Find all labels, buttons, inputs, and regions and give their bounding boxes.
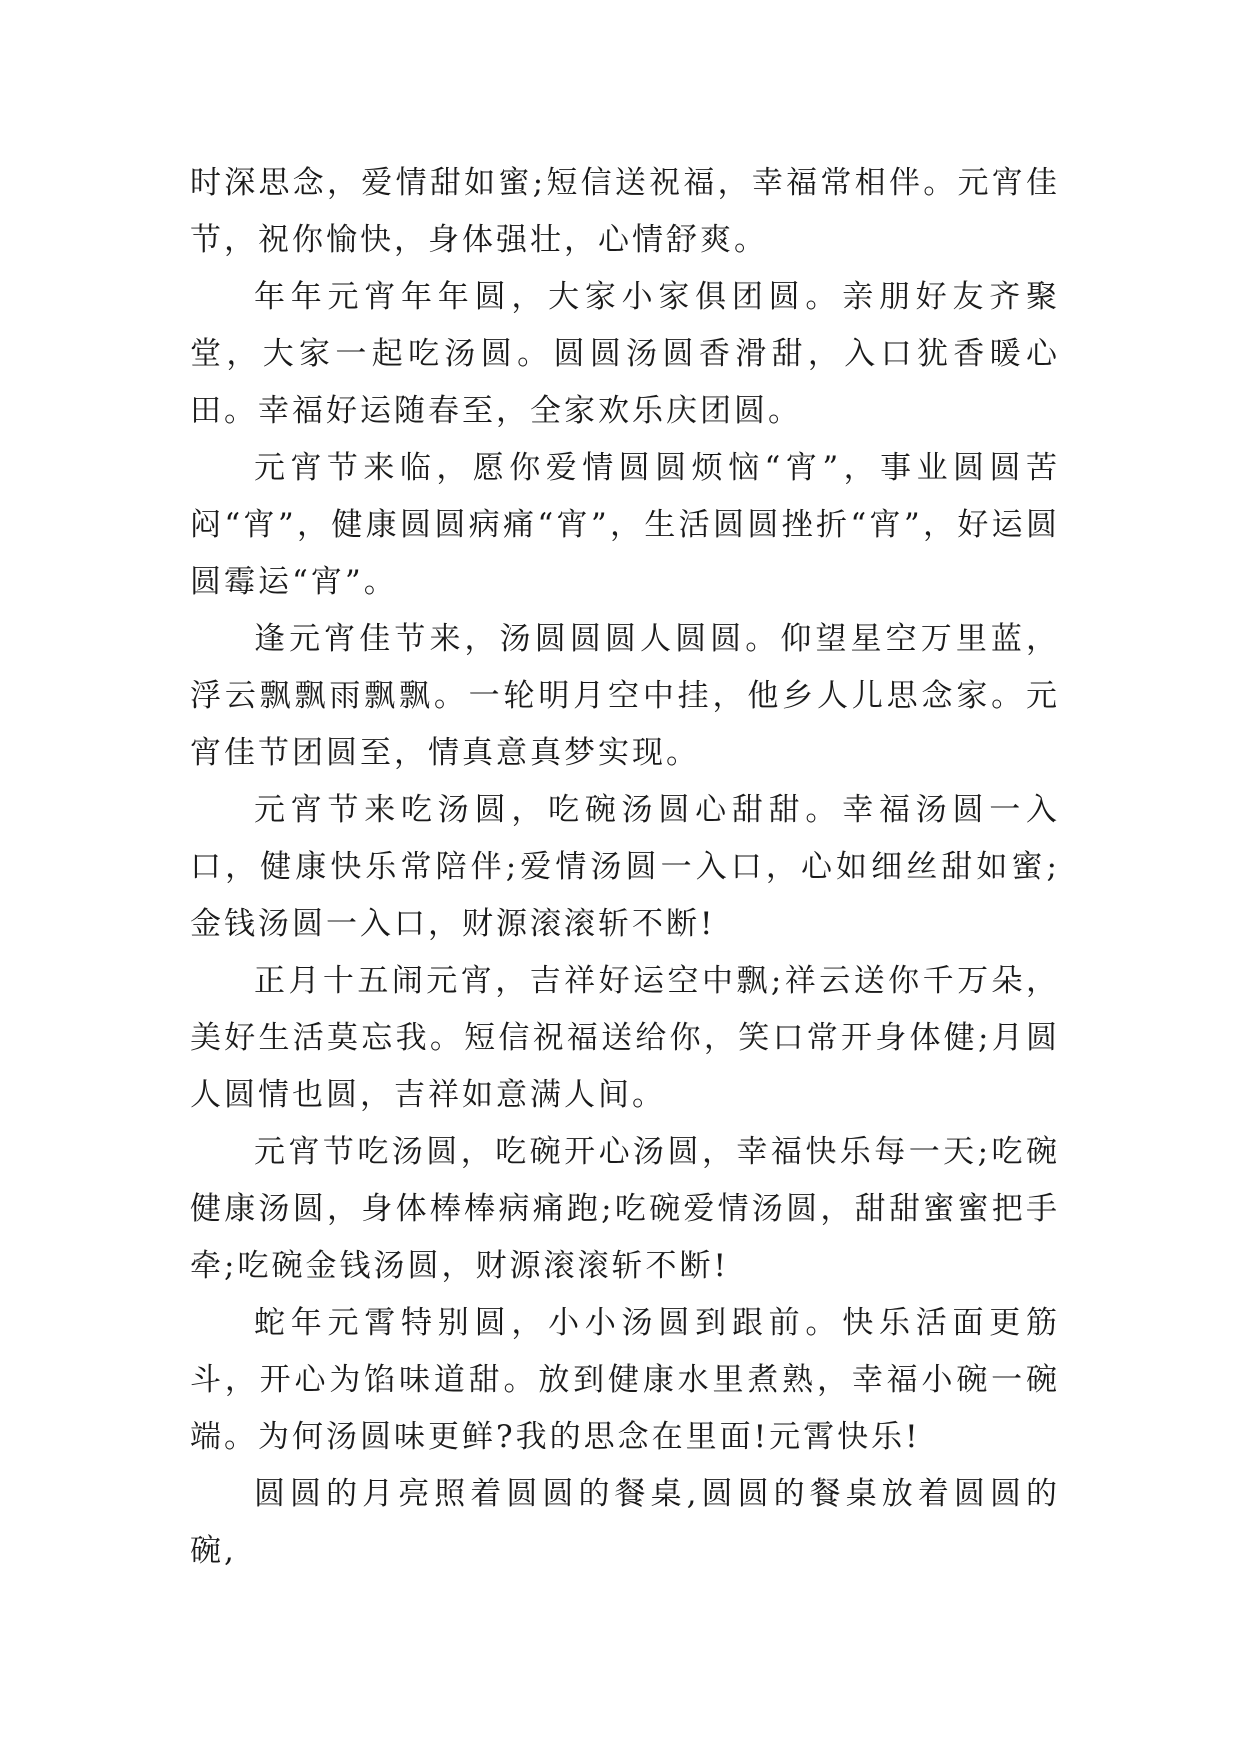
paragraph: 正月十五闹元宵，吉祥好运空中飘;祥云送你千万朵，美好生活莫忘我。短信祝福送给你，笑口常开身体健;月圆人圆情也圆，吉祥如意满人间。 <box>190 963 1060 1113</box>
document-body <box>190 155 1060 1580</box>
paragraph: 元宵节来吃汤圆，吃碗汤圆心甜甜。幸福汤圆一入口，健康快乐常陪伴;爱情汤圆一入口，心如细丝甜如蜜;金钱汤圆一入口，财源滚滚斩不断! <box>190 792 1060 942</box>
paragraph: 年年元宵年年圆，大家小家俱团圆。亲朋好友齐聚堂，大家一起吃汤圆。圆圆汤圆香滑甜，入口犹香暖心田。幸福好运随春至，全家欢乐庆团圆。 <box>190 279 1060 429</box>
paragraph: 元宵节吃汤圆，吃碗开心汤圆，幸福快乐每一天;吃碗健康汤圆，身体棒棒病痛跑;吃碗爱情汤圆，甜甜蜜蜜把手牵;吃碗金钱汤圆，财源滚滚斩不断! <box>190 1134 1060 1284</box>
paragraph: 元宵节来临，愿你爱情圆圆烦恼“宵”，事业圆圆苦闷“宵”，健康圆圆病痛“宵”，生活圆圆挫折“宵”，好运圆圆霉运“宵”。 <box>190 450 1060 600</box>
paragraph: 蛇年元霄特别圆，小小汤圆到跟前。快乐活面更筋斗，开心为馅味道甜。放到健康水里煮熟，幸福小碗一碗端。为何汤圆味更鲜?我的思念在里面!元霄快乐! <box>190 1305 1060 1455</box>
paragraph: 圆圆的月亮照着圆圆的餐桌,圆圆的餐桌放着圆圆的碗, <box>190 1476 1060 1569</box>
paragraph: 逢元宵佳节来，汤圆圆圆人圆圆。仰望星空万里蓝，浮云飘飘雨飘飘。一轮明月空中挂，他乡人儿思念家。元宵佳节团圆至，情真意真梦实现。 <box>190 621 1060 771</box>
paragraph-continuation: 时深思念，爱情甜如蜜;短信送祝福，幸福常相伴。元宵佳节，祝你愉快，身体强壮，心情舒爽。 <box>190 165 1060 258</box>
